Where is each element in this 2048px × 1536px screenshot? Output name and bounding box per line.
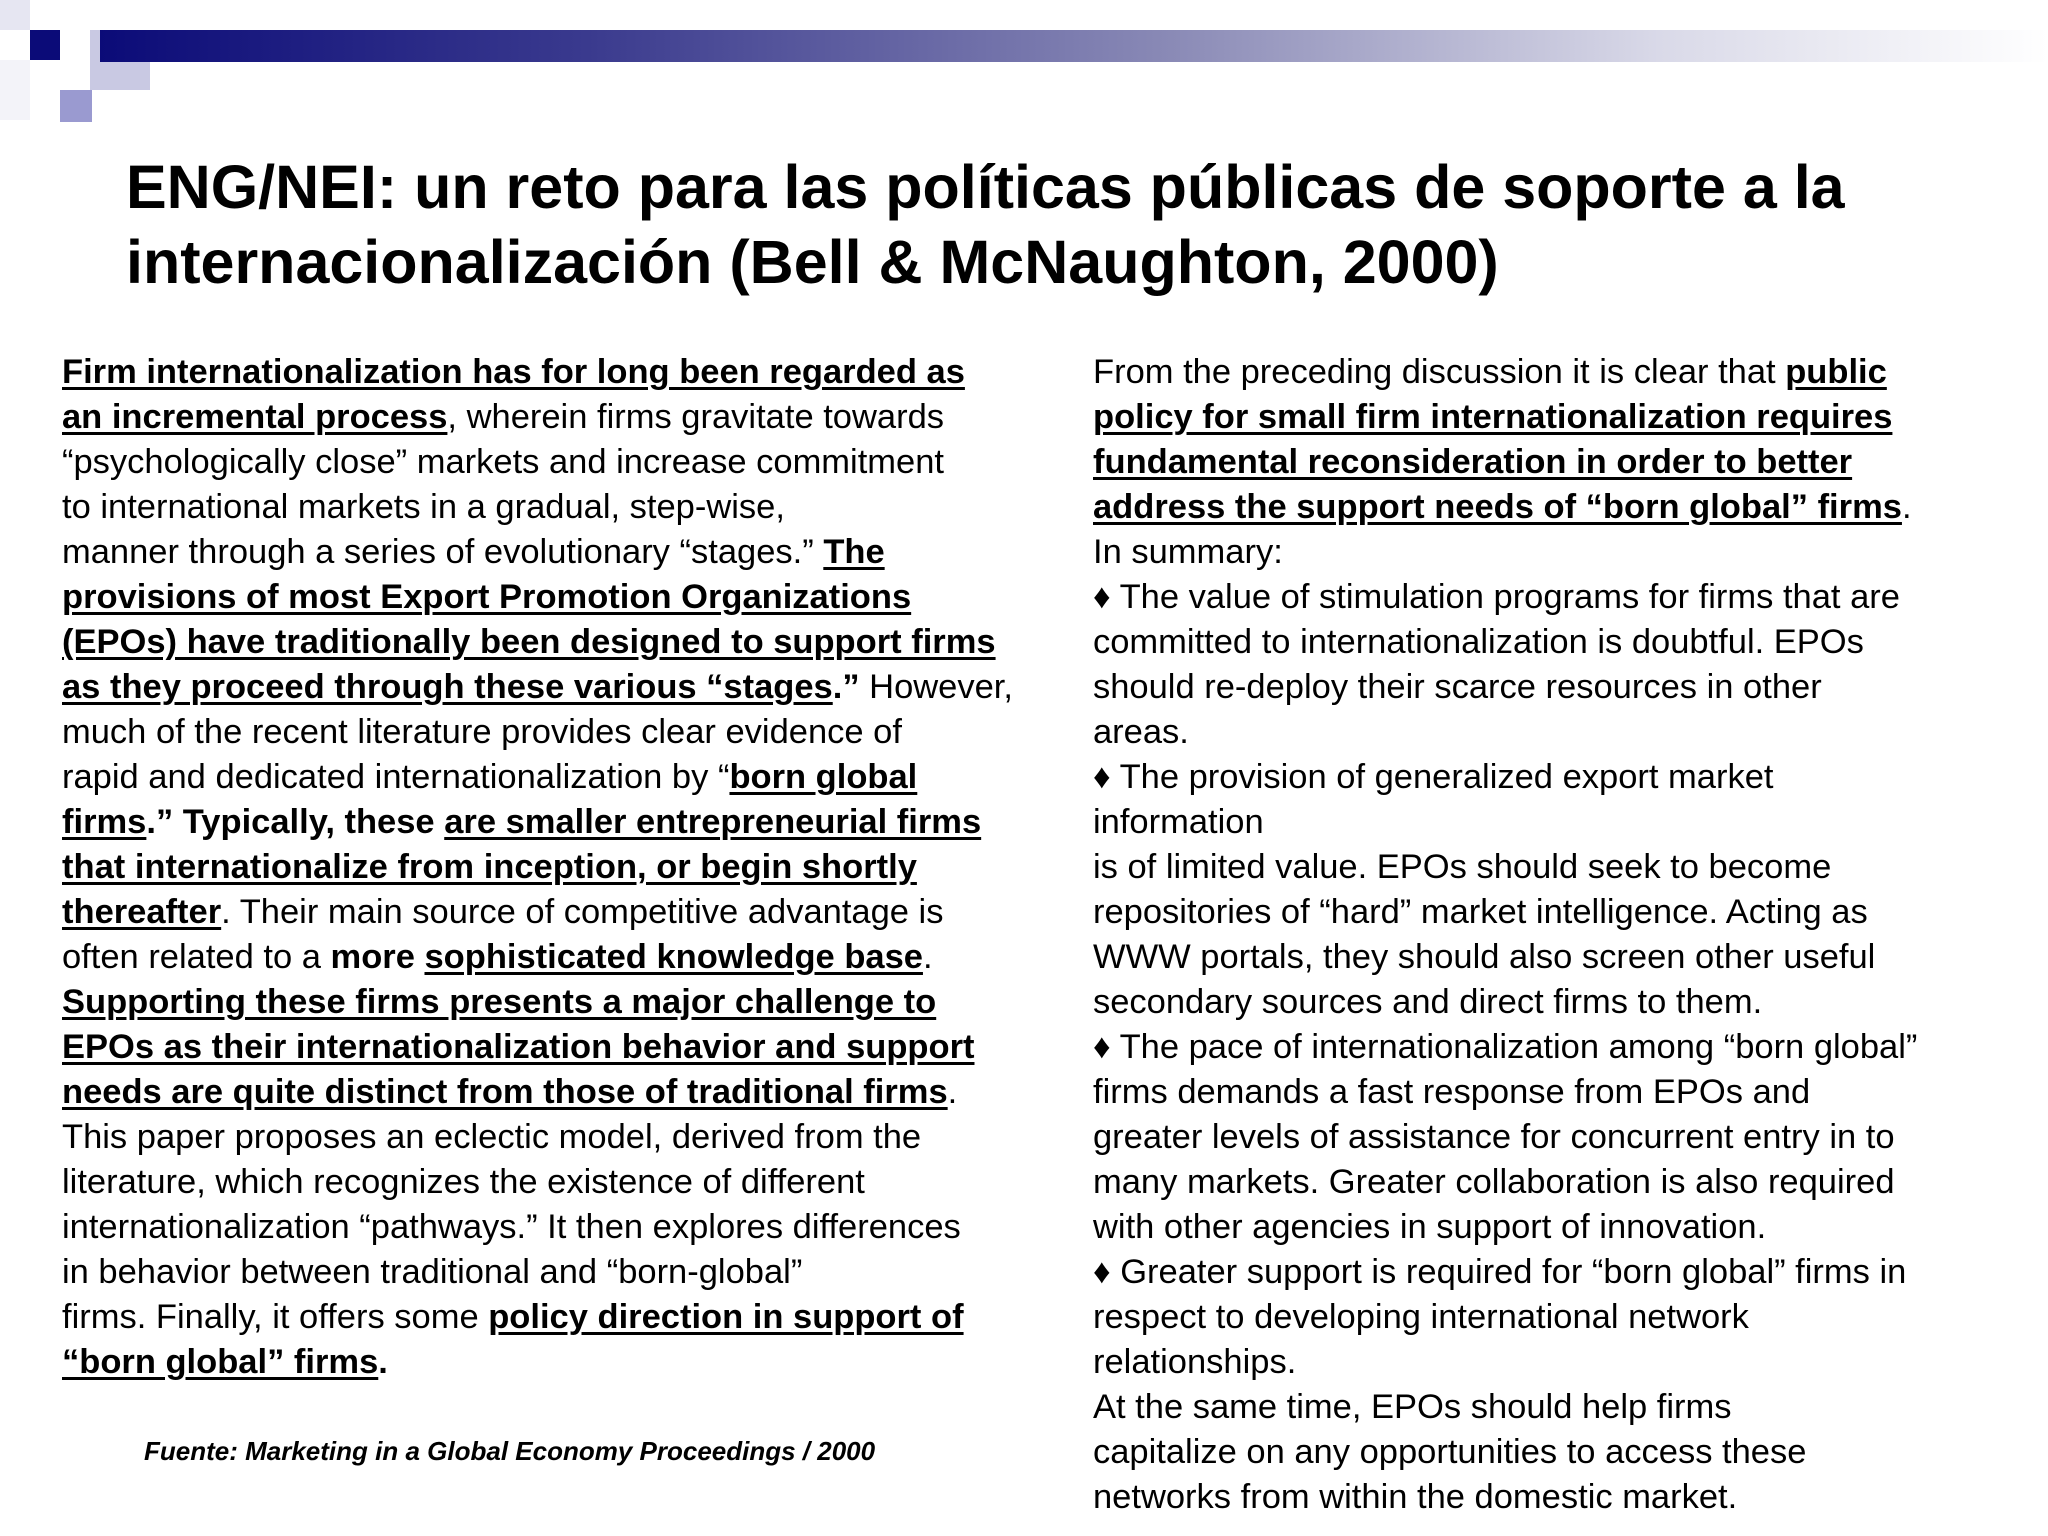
emphasis: .	[378, 1343, 388, 1381]
text-line: “psychologically close” markets and increase commitment	[62, 443, 944, 481]
text-line: many markets. Greater collaboration is also required	[1093, 1163, 1895, 1201]
text-run: manner through a series of evolutionary “stages.”	[62, 533, 824, 571]
text-run: However,	[859, 668, 1013, 706]
text-line	[62, 1340, 1092, 1385]
text-line	[1093, 485, 2023, 530]
emphasis: provisions of most Export Promotion Organizations	[62, 578, 912, 616]
right-column-text	[1093, 350, 2023, 1520]
text-line: literature, which recognizes the existence of different	[62, 1163, 865, 1201]
slide-title-line: internacionalización (Bell & McNaughton, 2000)	[126, 228, 1499, 296]
text-run: firms. Finally, it offers some	[62, 1298, 489, 1336]
emphasis: more	[330, 938, 425, 976]
emphasis: The	[823, 533, 885, 571]
text-line	[62, 575, 1092, 620]
text-line	[62, 980, 1092, 1025]
bullet-line: ♦ The provision of generalized export market	[1093, 758, 1774, 796]
text-line	[62, 350, 1092, 395]
emphasis: are smaller entrepreneurial firms	[444, 803, 982, 841]
text-line: areas.	[1093, 713, 1189, 751]
text-line: committed to internationalization is doubtful. EPOs	[1093, 623, 1864, 661]
bullet-line: ♦ The pace of internationalization among “born global”	[1093, 1028, 1918, 1066]
text-line	[62, 755, 1092, 800]
text-line	[62, 800, 1092, 845]
left-column-text	[62, 350, 1092, 1385]
text-line: firms demands a fast response from EPOs and	[1093, 1073, 1811, 1111]
text-line	[1093, 440, 2023, 485]
emphasis: born global	[729, 758, 918, 796]
bullet-line: ♦ Greater support is required for “born global” firms in	[1093, 1253, 1907, 1291]
text-line: in behavior between traditional and “born-global”	[62, 1253, 803, 1291]
emphasis: public	[1785, 353, 1887, 391]
text-run: often related to a	[62, 938, 331, 976]
text-run: .	[922, 938, 933, 976]
header-gradient-band	[100, 30, 2048, 62]
text-line: much of the recent literature provides clear evidence of	[62, 713, 902, 751]
emphasis: needs are quite distinct from those of traditional firms	[62, 1073, 948, 1111]
text-line: relationships.	[1093, 1343, 1297, 1381]
text-line	[62, 1295, 1092, 1340]
emphasis: policy for small firm internationalization requires	[1093, 398, 1893, 436]
text-line: internationalization “pathways.” It then explores differences	[62, 1208, 961, 1246]
text-line: WWW portals, they should also screen other useful	[1093, 938, 1876, 976]
text-line	[1093, 350, 2023, 395]
emphasis: that internationalize from inception, or begin shortly	[62, 848, 917, 886]
emphasis: “born global” firms	[62, 1343, 379, 1381]
text-run: , wherein firms gravitate towards	[447, 398, 945, 436]
text-line: should re-deploy their scarce resources in other	[1093, 668, 1822, 706]
text-line	[62, 1070, 1092, 1115]
slide-title	[126, 150, 1986, 300]
emphasis: (EPOs) have traditionally been designed to support firms	[62, 623, 996, 661]
emphasis: EPOs as their internationalization behavior and support	[62, 1028, 975, 1066]
text-line	[62, 845, 1092, 890]
text-line: to international markets in a gradual, step-wise,	[62, 488, 785, 526]
emphasis: thereafter	[62, 893, 222, 931]
text-line	[62, 395, 1092, 440]
text-run: From the preceding discussion it is clear that	[1093, 353, 1786, 391]
text-line: is of limited value. EPOs should seek to become	[1093, 848, 1832, 886]
text-run: .	[1901, 488, 1912, 526]
text-line	[62, 890, 1092, 935]
text-line	[62, 1025, 1092, 1070]
emphasis: Supporting these firms presents a major challenge to	[62, 983, 937, 1021]
emphasis: an incremental process	[62, 398, 448, 436]
text-line: with other agencies in support of innovation.	[1093, 1208, 1767, 1246]
emphasis: policy direction in support of	[488, 1298, 964, 1336]
bullet-line: ♦ The value of stimulation programs for firms that are	[1093, 578, 1900, 616]
slide-title-line: ENG/NEI: un reto para las políticas públicas de soporte a la	[126, 153, 1845, 221]
emphasis: .”	[832, 668, 860, 706]
emphasis: firms	[62, 803, 147, 841]
text-line: respect to developing international network	[1093, 1298, 1749, 1336]
emphasis: Firm internationalization has for long been regarded as	[62, 353, 965, 391]
decor-square	[0, 0, 30, 30]
text-line: In summary:	[1093, 533, 1283, 571]
text-line: secondary sources and direct firms to them.	[1093, 983, 1763, 1021]
decor-square	[0, 60, 30, 120]
decor-square	[30, 30, 60, 60]
text-line	[62, 665, 1092, 710]
source-citation: Fuente: Marketing in a Global Economy Proceedings / 2000	[144, 1436, 876, 1466]
text-line: capitalize on any opportunities to access these	[1093, 1433, 1807, 1471]
emphasis: sophisticated knowledge base	[424, 938, 923, 976]
text-run: . Their main source of competitive advantage is	[221, 893, 944, 931]
emphasis: .” Typically, these	[146, 803, 445, 841]
decor-square	[60, 90, 92, 122]
text-line: greater levels of assistance for concurrent entry in to	[1093, 1118, 1895, 1156]
emphasis: address the support needs of “born global” firms	[1093, 488, 1902, 526]
emphasis: fundamental reconsideration in order to better	[1093, 443, 1853, 481]
text-line: repositories of “hard” market intelligence. Acting as	[1093, 893, 1868, 931]
text-run: rapid and dedicated internationalization by “	[62, 758, 730, 796]
text-line	[62, 935, 1092, 980]
text-run: .	[947, 1073, 958, 1111]
text-line	[1093, 395, 2023, 440]
text-line	[62, 620, 1092, 665]
text-line: networks from within the domestic market.	[1093, 1478, 1738, 1516]
text-line: information	[1093, 803, 1264, 841]
text-line: At the same time, EPOs should help firms	[1093, 1388, 1732, 1426]
text-line: This paper proposes an eclectic model, derived from the	[62, 1118, 922, 1156]
emphasis: as they proceed through these various “stages	[62, 668, 833, 706]
text-line	[62, 530, 1092, 575]
